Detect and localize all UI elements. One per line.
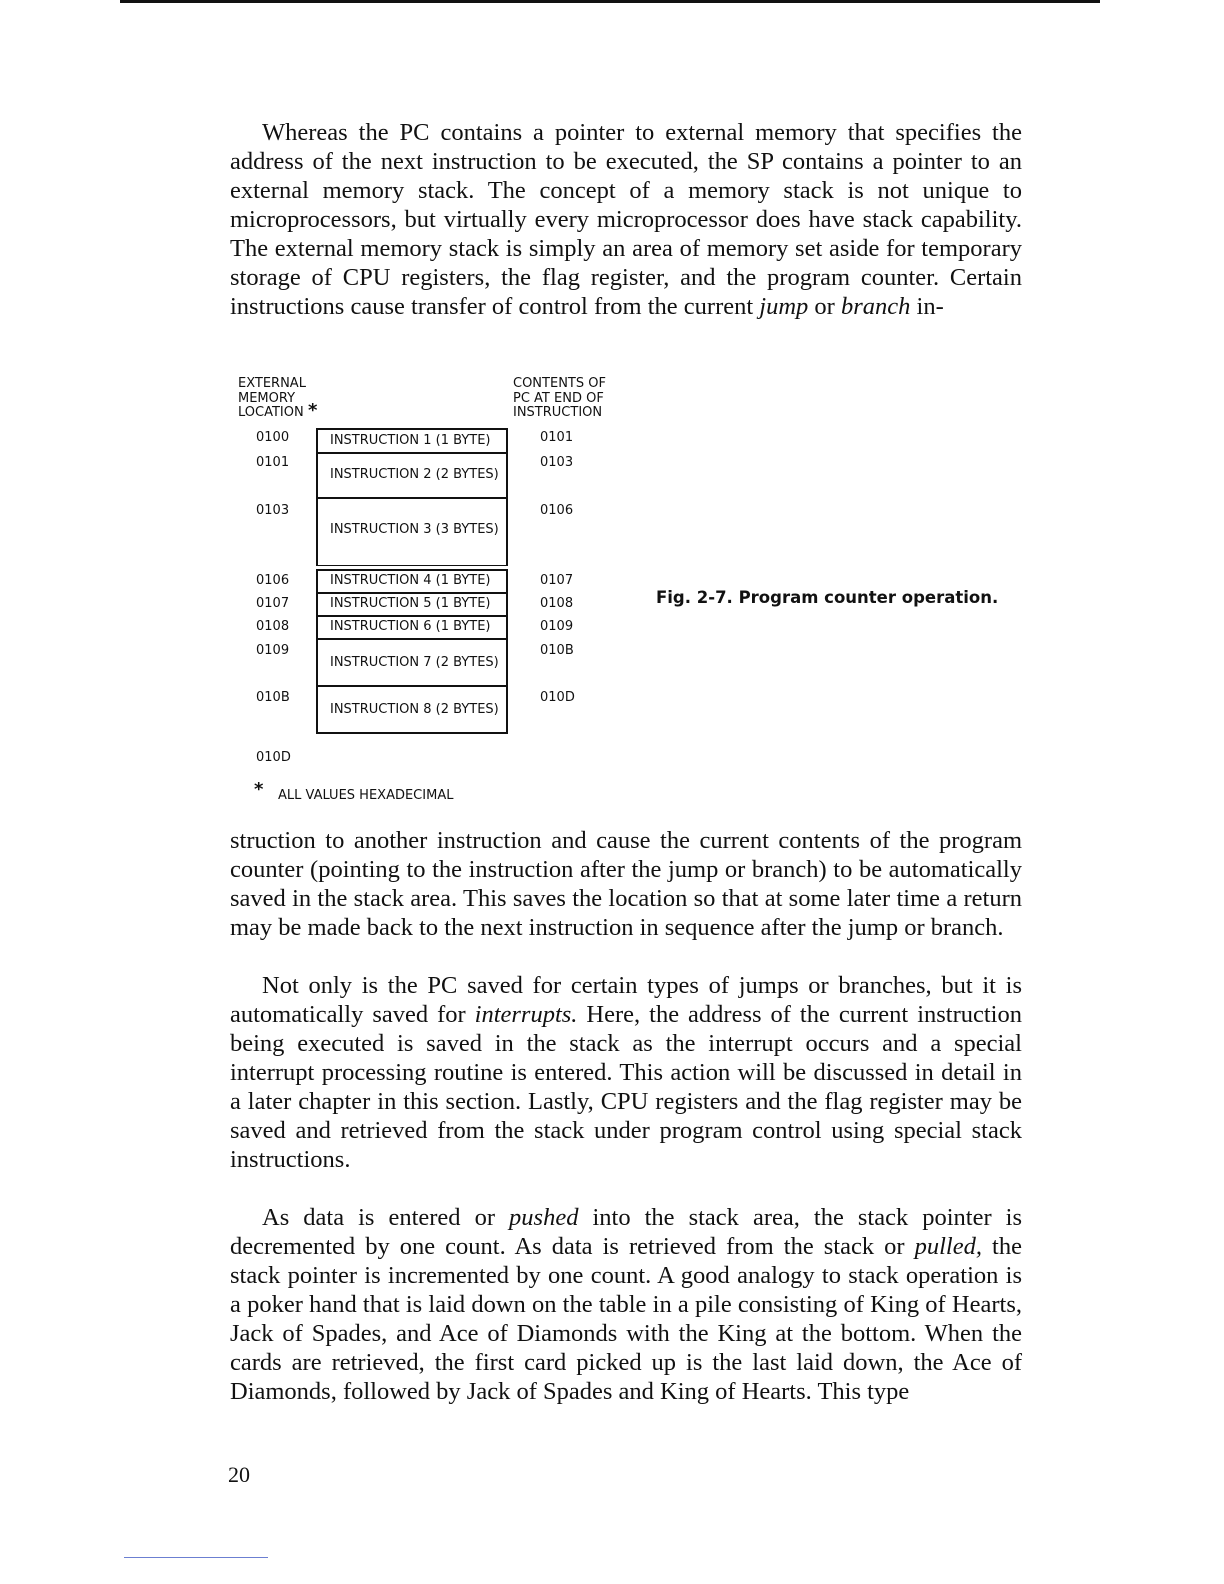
top-rule — [120, 0, 1100, 3]
instruction-box — [316, 615, 508, 639]
pc-value: 0103 — [540, 455, 574, 470]
instruction-label: INSTRUCTION 3 (3 BYTES) — [330, 522, 499, 537]
paragraph-3: Not only is the PC saved for certain types of jumps or branches, but it is automatically saved for interrupts. Here, the address of the current instruction being executed is saved in the stack as the interrupt occurs and a special interrupt processing routine is entered. This action will be discussed in detail in a later chapter in this section. Lastly, CPU registers and the flag register may be saved and retrieved from the stack under program control using special stack instructions. — [230, 972, 1022, 1173]
instruction-label: INSTRUCTION 1 (1 BYTE) — [330, 433, 491, 448]
pc-contents-header: CONTENTS OF PC AT END OF INSTRUCTION — [513, 376, 606, 420]
memory-address: 010B — [256, 690, 290, 705]
memory-address: 0106 — [256, 573, 290, 588]
instruction-label: INSTRUCTION 2 (2 BYTES) — [330, 467, 499, 482]
pc-value: 0106 — [540, 503, 574, 518]
memory-address: 0108 — [256, 619, 290, 634]
instruction-box — [316, 569, 508, 593]
memory-address-final: 010D — [256, 750, 291, 765]
instruction-box — [316, 452, 508, 498]
note-asterisk: * — [254, 779, 264, 800]
memory-address: 0107 — [256, 596, 290, 611]
instruction-box — [316, 638, 508, 686]
bottom-rule — [124, 1557, 268, 1558]
memory-location-header: EXTERNAL MEMORY LOCATION — [238, 376, 306, 420]
instruction-label: INSTRUCTION 6 (1 BYTE) — [330, 619, 491, 634]
instruction-box — [316, 497, 508, 566]
paragraph-4: As data is entered or pushed into the stack area, the stack pointer is decremented by one count. As data is retrieved from the stack or pulled, the stack pointer is incremented by one count. A good analogy to stack operation is a poker hand that is laid down on the table in a pile consisting of King of Hearts, Jack of Spades, and Ace of Diamonds with the King at the bottom. When the cards are retrieved, the first card picked up is the last laid down, the Ace of Diamonds, followed by Jack of Spades and King of Hearts. This type — [230, 1204, 1022, 1405]
paragraph-1: Whereas the PC contains a pointer to external memory that specifies the address of the next instruction to be executed, the SP contains a pointer to an external memory stack. The concept of a memory stack is not unique to microprocessors, but virtually every microprocessor does have stack capability. The external memory stack is simply an area of memory set aside for temporary storage of CPU registers, the flag register, and the program counter. Certain instructions cause transfer of control from the current jump or branch in- — [230, 119, 1022, 320]
figure-caption: Fig. 2-7. Program counter operation. — [656, 588, 999, 607]
instruction-box — [316, 428, 508, 453]
instruction-label: INSTRUCTION 8 (2 BYTES) — [330, 702, 499, 717]
asterisk-marker: * — [308, 400, 318, 421]
pc-value: 0109 — [540, 619, 574, 634]
instruction-box — [316, 592, 508, 616]
pc-value: 010D — [540, 690, 575, 705]
instruction-label: INSTRUCTION 7 (2 BYTES) — [330, 655, 499, 670]
instruction-label: INSTRUCTION 5 (1 BYTE) — [330, 596, 491, 611]
instruction-box — [316, 685, 508, 734]
pc-value: 010B — [540, 643, 574, 658]
page-number: 20 — [228, 1462, 250, 1487]
figure-note: ALL VALUES HEXADECIMAL — [278, 788, 454, 803]
pc-value: 0107 — [540, 573, 574, 588]
pc-value: 0101 — [540, 430, 574, 445]
memory-address: 0109 — [256, 643, 290, 658]
pc-value: 0108 — [540, 596, 574, 611]
instruction-label: INSTRUCTION 4 (1 BYTE) — [330, 573, 491, 588]
paragraph-2: struction to another instruction and cause the current contents of the program counter (pointing to the instruction after the jump or branch) to be automatically saved in the stack area. This saves the location so that at some later time a return may be made back to the next instruction in sequence after the jump or branch. — [230, 827, 1022, 941]
memory-address: 0101 — [256, 455, 290, 470]
memory-address: 0103 — [256, 503, 290, 518]
memory-address: 0100 — [256, 430, 290, 445]
